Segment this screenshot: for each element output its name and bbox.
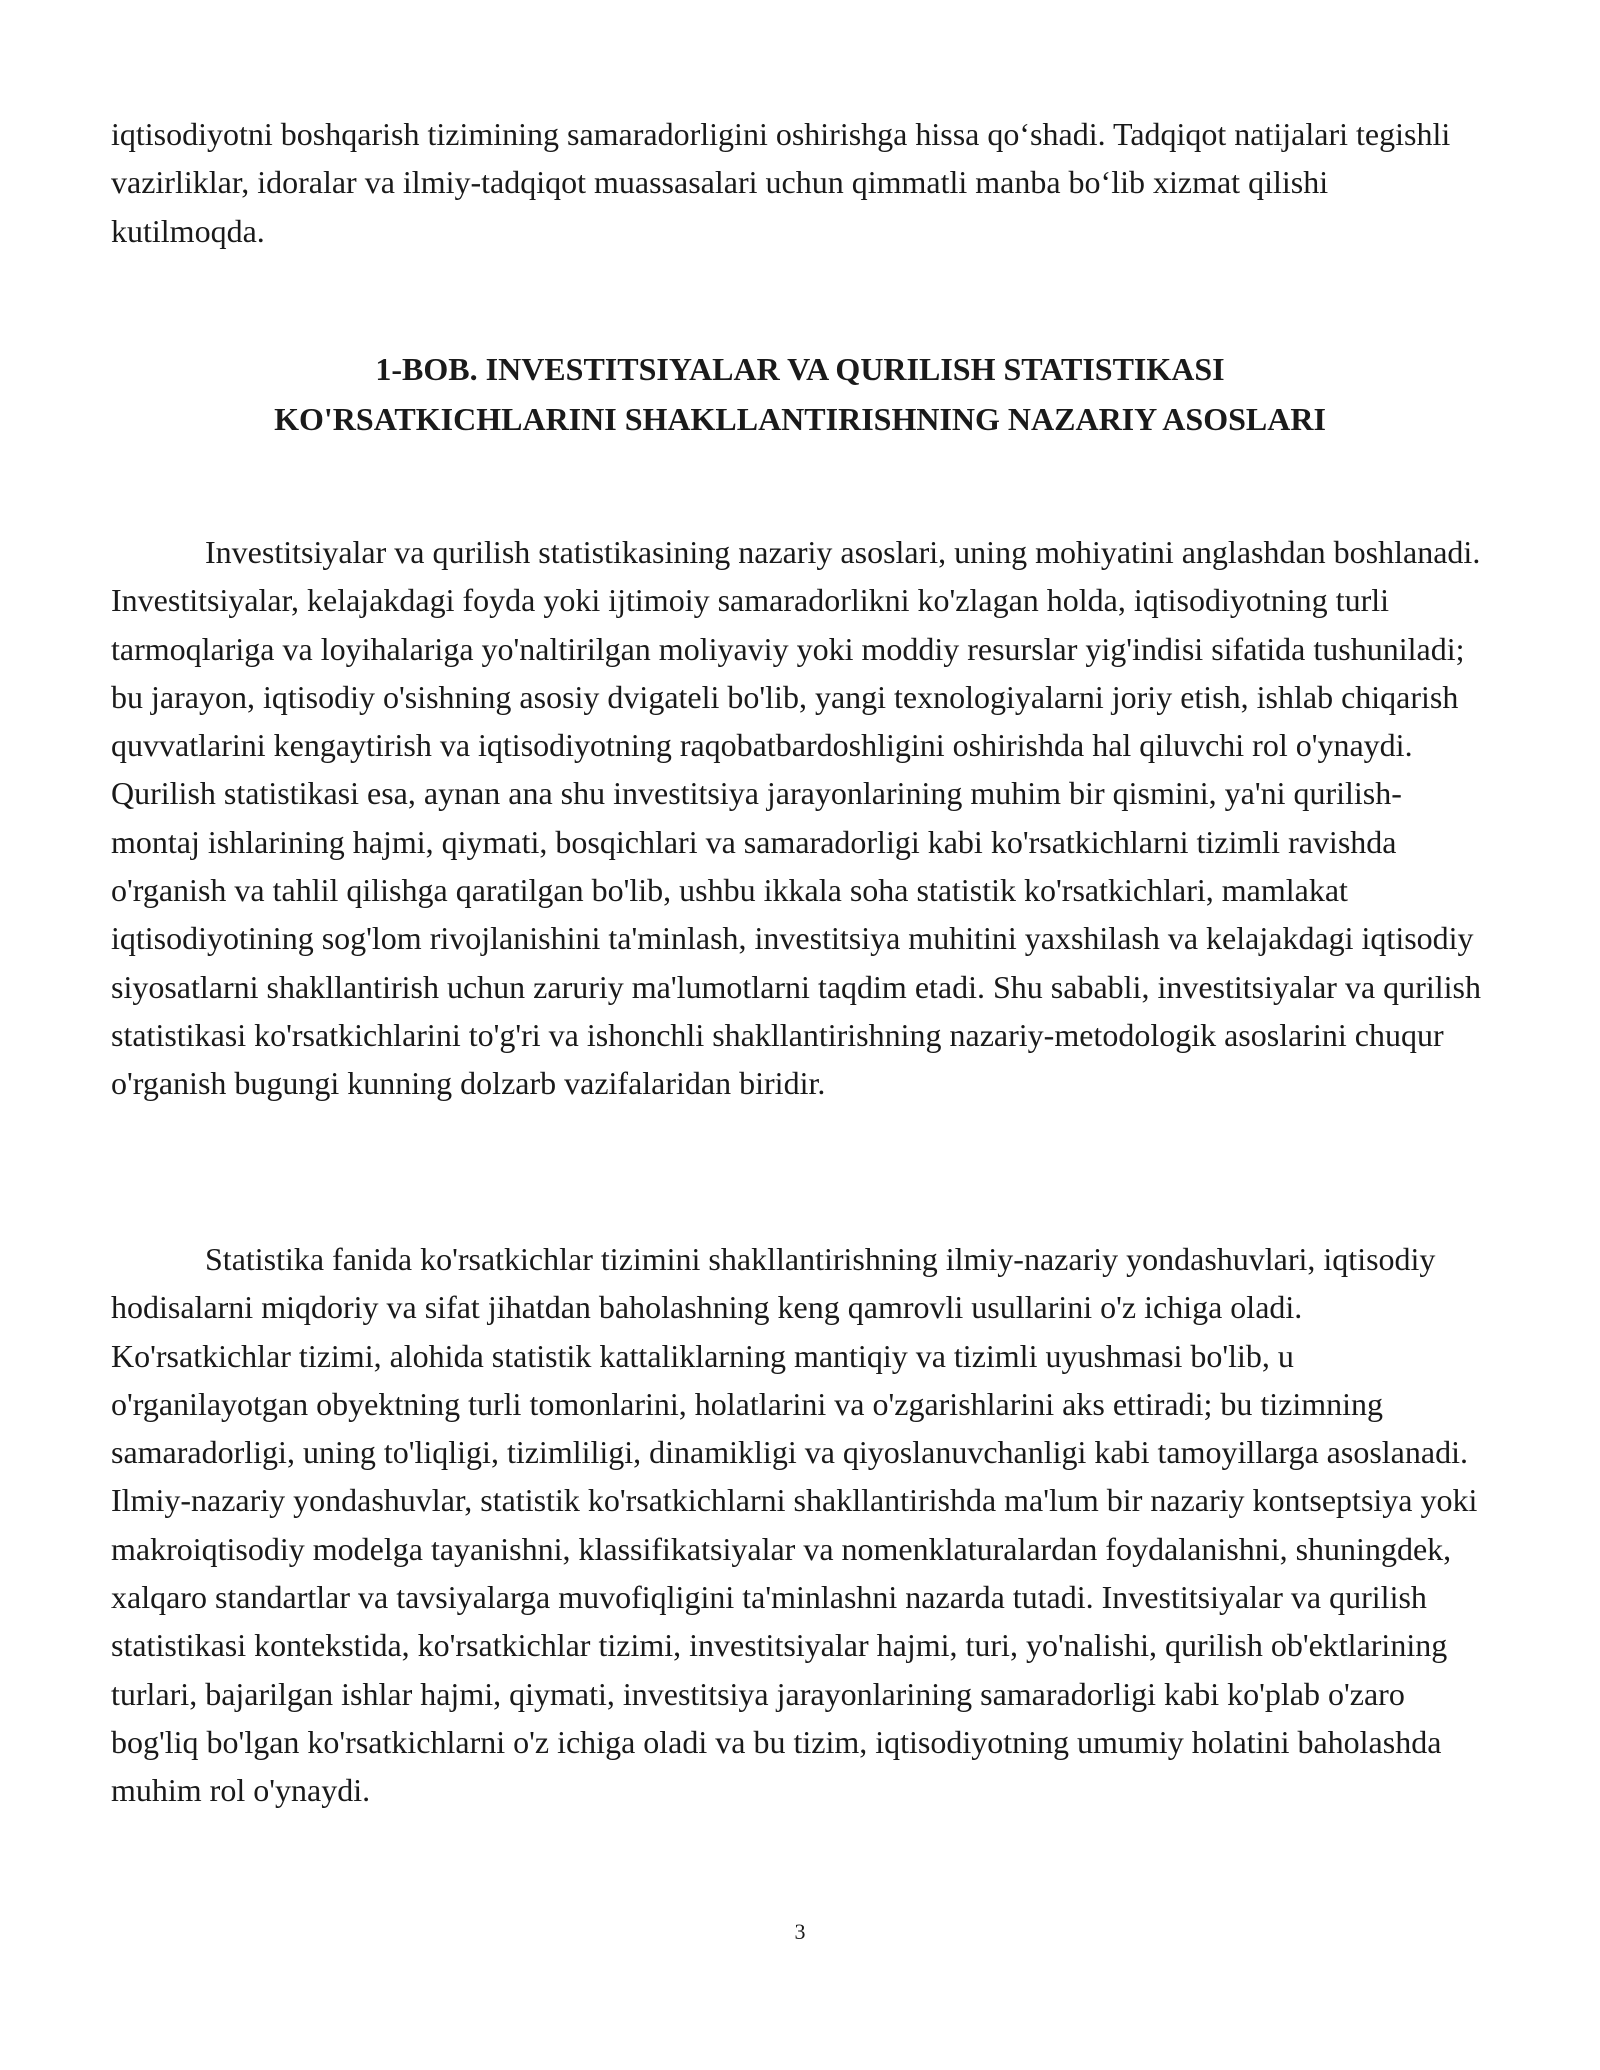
chapter-heading bbox=[111, 344, 1489, 444]
body-paragraph-2: Statistika fanida ko'rsatkichlar tizimini shakllantirishning ilmiy-nazariy yondashuvlari, iqtisodiy hodisalarni miqdoriy va sifat jihatdan baholashning keng qamrovli usullarini o'z ichiga oladi. Ko'rsatkichlar tizimi, alohida statistik kattaliklarning mantiqiy va tizimli uyushmasi bo'lib, u o'rganilayotgan obyektning turli tomonlarini, holatlarini va o'zgarishlarini aks ettiradi; bu tizimning samaradorligi, uning to'liqligi, tizimliligi, dinamikligi va qiyoslanuvchanligi kabi tamoyillarga asoslanadi. Ilmiy-nazariy yondashuvlar, statistik ko'rsatkichlarni shakllantirishda ma'lum bir nazariy kontseptsiya yoki makroiqtisodiy modelga tayanishni, klassifikatsiyalar va nomenklaturalardan foydalanishni, shuningdek, xalqaro standartlar va tavsiyalarga muvofiqligini ta'minlashni nazarda tutadi. Investitsiyalar va qurilish statistikasi kontekstida, ko'rsatkichlar tizimi, investitsiyalar hajmi, turi, yo'nalishi, qurilish ob'ektlarining turlari, bajarilgan ishlar hajmi, qiymati, investitsiya jarayonlarining samaradorligi kabi ko'plab o'zaro bog'liq bo'lgan ko'rsatkichlarni o'z ichiga oladi va bu tizim, iqtisodiyotning umumiy holatini baholashda muhim rol o'ynaydi. bbox=[111, 1241, 1478, 1809]
intro-paragraph: iqtisodiyotni boshqarish tizimining samaradorligini oshirishga hissa qo‘shadi. Tadqiqot natijalari tegishli vazirliklar, idoralar va ilmiy-tadqiqot muassasalari uchun qimmatli manba bo‘lib xizmat qilishi kutilmoqda. bbox=[111, 116, 1451, 249]
chapter-heading-line-2: KO'RSATKICHLARINI SHAKLLANTIRISHNING NAZARIY ASOSLARI bbox=[274, 401, 1326, 437]
chapter-heading-line-1: 1-BOB. INVESTITSIYALAR VA QURILISH STATISTIKASI bbox=[375, 351, 1225, 387]
page-number: 3 bbox=[794, 1919, 806, 1944]
body-paragraph-1: Investitsiyalar va qurilish statistikasining nazariy asoslari, uning mohiyatini anglashdan boshlanadi. Investitsiyalar, kelajakdagi foyda yoki ijtimoiy samaradorlikni ko'zlagan holda, iqtisodiyotning turli tarmoqlariga va loyihalariga yo'naltirilgan moliyaviy yoki moddiy resurslar yig'indisi sifatida tushuniladi; bu jarayon, iqtisodiy o'sishning asosiy dvigateli bo'lib, yangi texnologiyalarni joriy etish, ishlab chiqarish quvvatlarini kengaytirish va iqtisodiyotning raqobatbardoshligini oshirishda hal qiluvchi rol o'ynaydi. Qurilish statistikasi esa, aynan ana shu investitsiya jarayonlarining muhim bir qismini, ya'ni qurilish-montaj ishlarining hajmi, qiymati, bosqichlari va samaradorligi kabi ko'rsatkichlarni tizimli ravishda o'rganish va tahlil qilishga qaratilgan bo'lib, ushbu ikkala soha statistik ko'rsatkichlari, mamlakat iqtisodiyotining sog'lom rivojlanishini ta'minlash, investitsiya muhitini yaxshilash va kelajakdagi iqtisodiy siyosatlarni shakllantirish uchun zaruriy ma'lumotlarni taqdim etadi. Shu sababli, investitsiyalar va qurilish statistikasi ko'rsatkichlarini to'g'ri va ishonchli shakllantirishning nazariy-metodologik asoslarini chuqur o'rganish bugungi kunning dolzarb vazifalaridan biridir. bbox=[111, 534, 1481, 1102]
